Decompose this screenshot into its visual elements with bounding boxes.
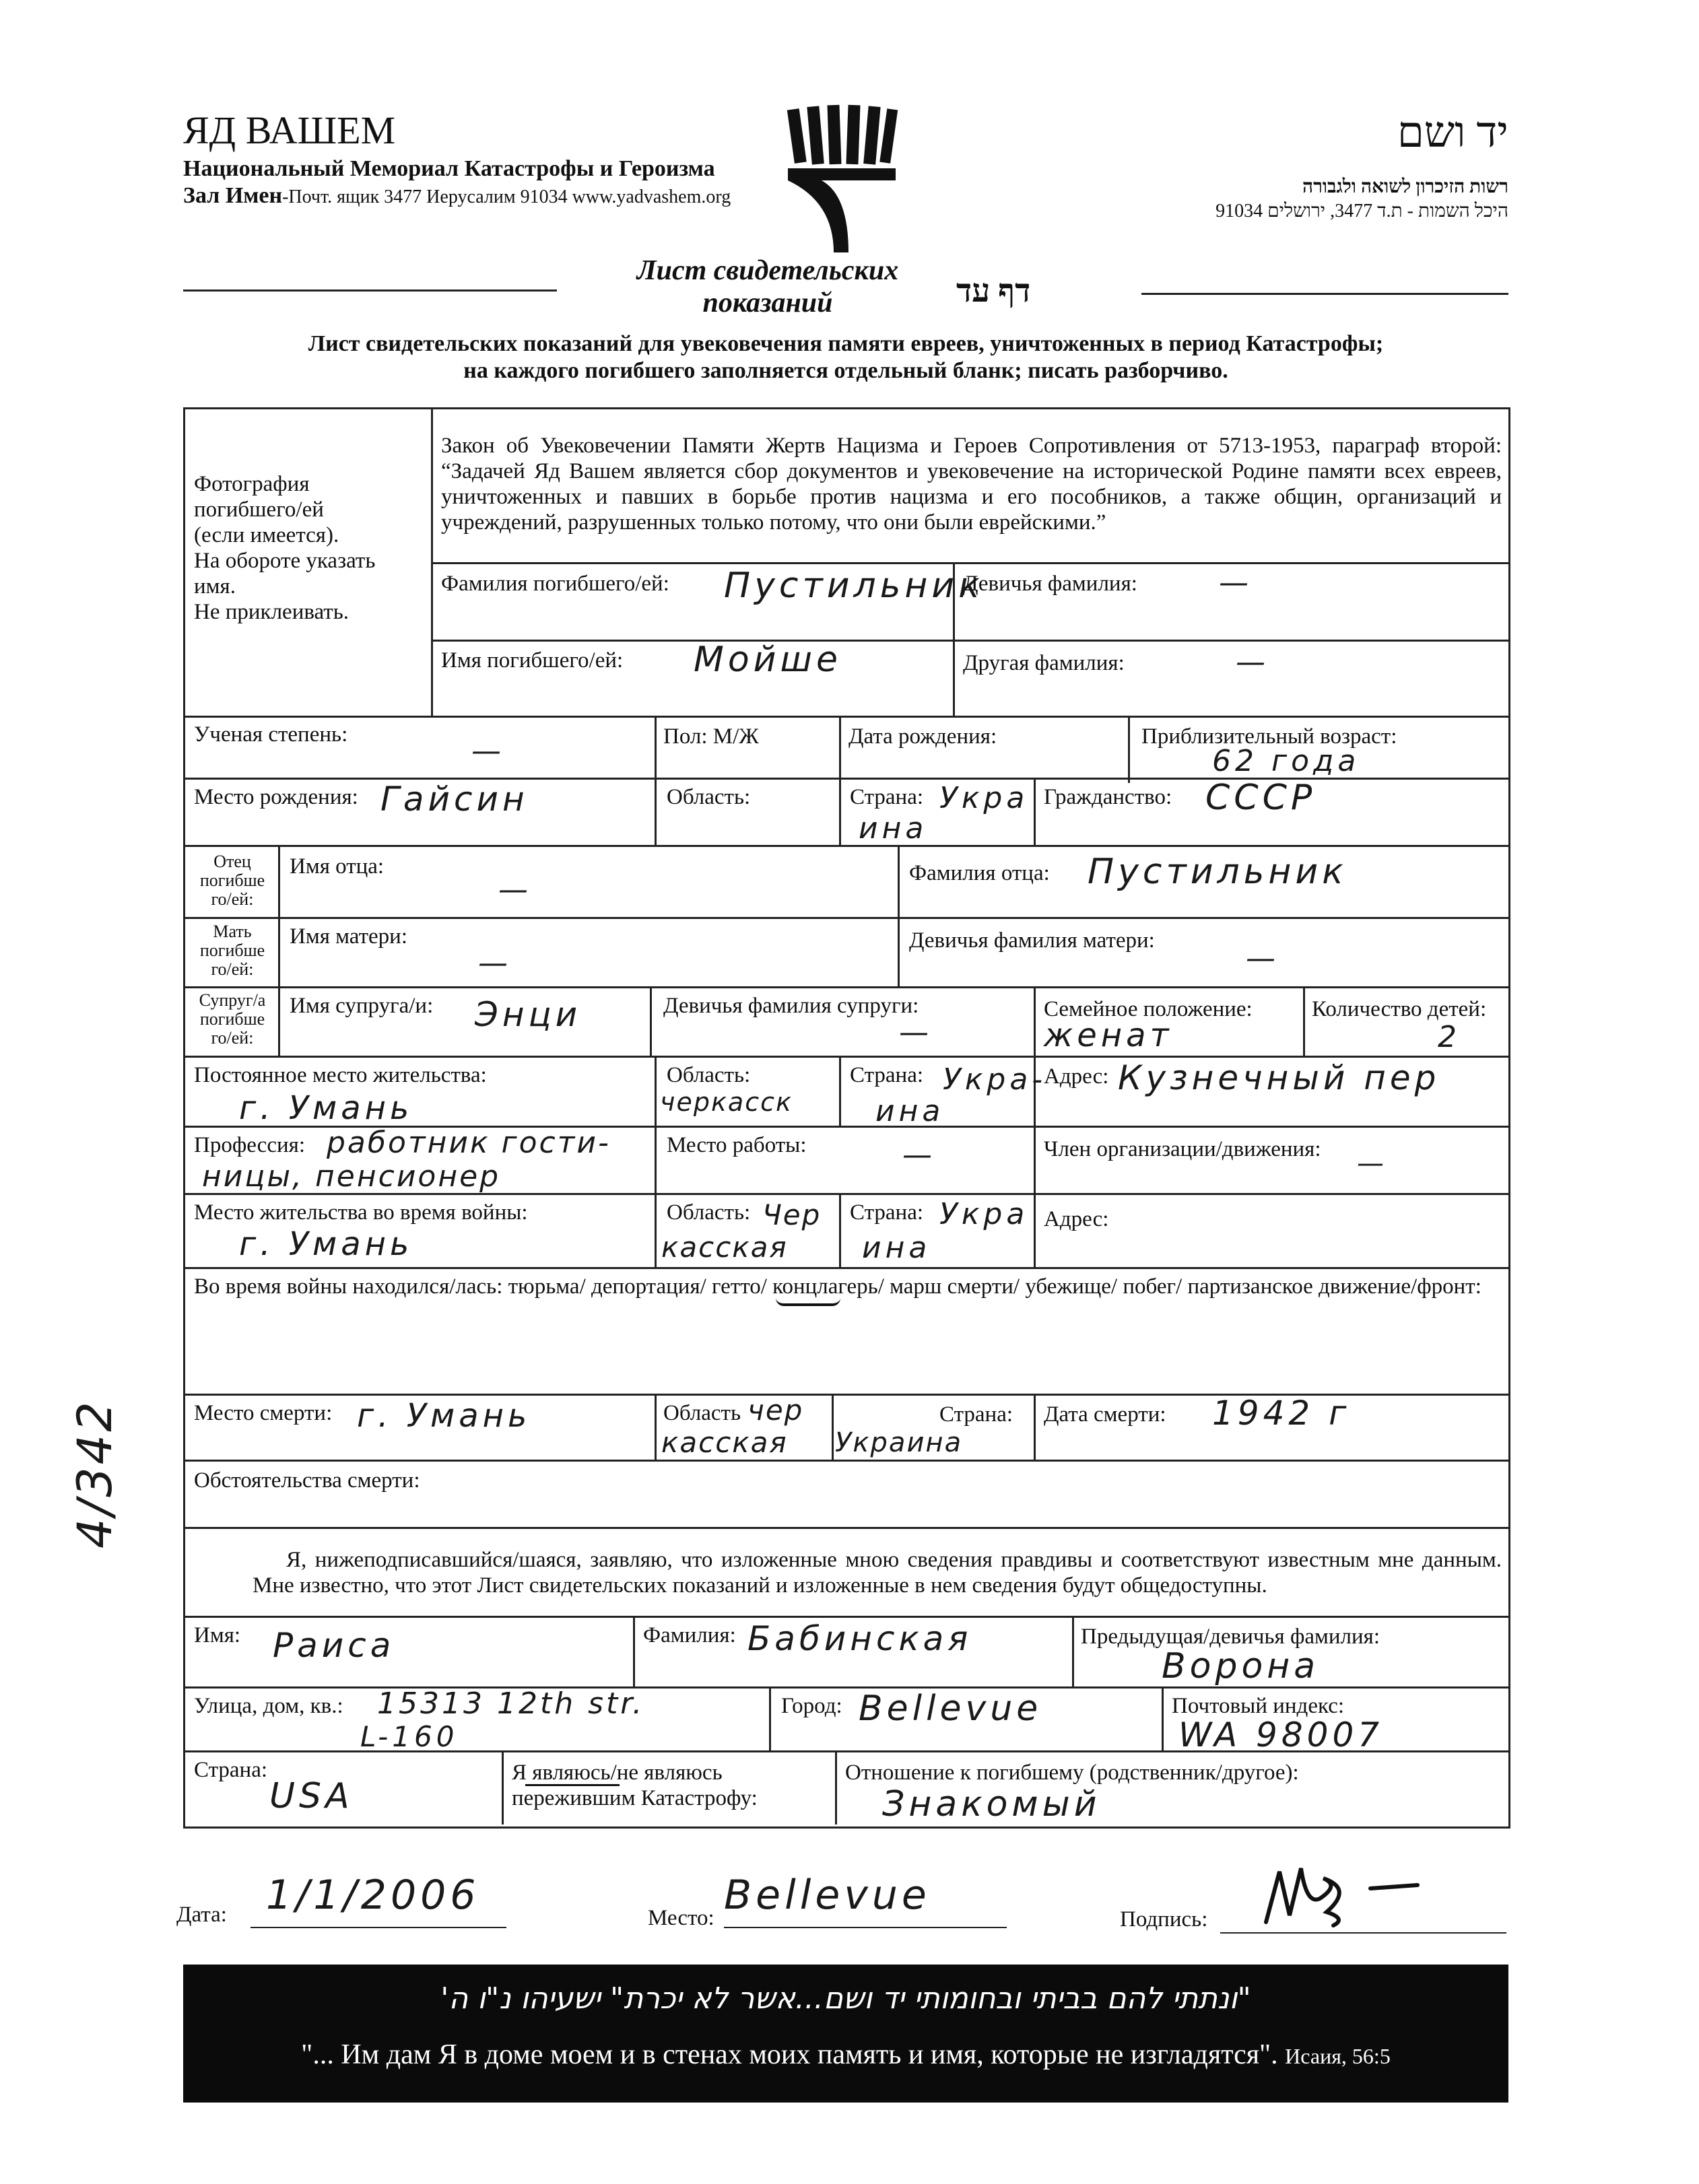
- divider: [183, 845, 1508, 847]
- war-region-value-2[interactable]: касская: [661, 1231, 788, 1264]
- divider: [431, 640, 1508, 642]
- divider: [183, 1616, 1508, 1618]
- divider: [183, 1056, 1508, 1058]
- divider: [1034, 1126, 1036, 1193]
- yad-vashem-logo: [781, 101, 902, 256]
- signature-label: Подпись:: [1120, 1907, 1208, 1932]
- war-country-value-1[interactable]: Укра: [939, 1197, 1029, 1231]
- surname-value[interactable]: Пустильник: [724, 566, 984, 606]
- signature-line: [1220, 1932, 1506, 1934]
- form-title-he: דף עד: [956, 273, 1031, 309]
- sub-name-label: Имя:: [194, 1623, 241, 1647]
- divider: [898, 845, 900, 986]
- birth-country-value-2[interactable]: ина: [859, 811, 928, 846]
- death-country-label: Страна:: [939, 1402, 1013, 1427]
- photo-note-line: имя.: [194, 574, 236, 599]
- divider: [769, 1686, 771, 1750]
- relation-label: Отношение к погибшему (родственник/другое):: [845, 1761, 1299, 1785]
- res-country-value-1[interactable]: Укра-: [943, 1062, 1047, 1097]
- death-country-value[interactable]: Украина: [835, 1427, 963, 1458]
- declaration-text: Я, нижеподписавшийся/шаяся, заявляю, что изложенные мною сведения правдивы и соответствуют известным мне данным. Мне известно, что этот Лист свидетельских показаний и изложенные в нем сведения будут общедоступны.: [253, 1548, 1502, 1598]
- age-value[interactable]: 62 года: [1212, 744, 1360, 778]
- res-region-value[interactable]: черкасск: [660, 1087, 793, 1117]
- mother-name-label: Имя матери:: [290, 924, 407, 949]
- war-address-label: Адрес:: [1044, 1207, 1109, 1231]
- street-label: Улица, дом, кв.:: [194, 1694, 343, 1718]
- member-label: Член организации/движения:: [1044, 1137, 1321, 1161]
- divider: [183, 1527, 1508, 1529]
- footer-quote-ref: Исаия, 56:5: [1285, 2044, 1391, 2068]
- ghetto-mark: [776, 1298, 840, 1306]
- divider: [278, 845, 280, 1057]
- divider: [655, 1126, 657, 1193]
- hall-label: Зал Имен: [183, 183, 283, 208]
- profession-value-2[interactable]: ницы, пенсионер: [202, 1159, 501, 1194]
- form-title-line-1: Лист свидетельских: [636, 255, 899, 286]
- header-rule-left: [183, 289, 557, 292]
- org-subtitle-he: רשות הזיכרון לשואה ולגבורה: [1302, 176, 1508, 197]
- sub-prev-value[interactable]: Ворона: [1162, 1646, 1320, 1686]
- org-name-he: יד ושם: [1397, 108, 1508, 156]
- sex-label: Пол: М/Ж: [663, 724, 759, 749]
- divider: [183, 1460, 1508, 1462]
- mother-maiden-label: Девичья фамилия матери:: [909, 928, 1155, 953]
- surname-label: Фамилия погибшего/ей:: [441, 572, 669, 596]
- death-place-label: Место смерти:: [194, 1401, 333, 1425]
- death-place-value[interactable]: г. Умань: [357, 1397, 531, 1435]
- sub-surname-label: Фамилия:: [643, 1623, 736, 1647]
- divider: [655, 1056, 657, 1126]
- zip-value[interactable]: WA 98007: [1178, 1715, 1384, 1754]
- divider: [183, 986, 1508, 988]
- photo-note: [194, 471, 423, 625]
- death-region-value-1[interactable]: чер: [747, 1394, 804, 1427]
- father-surname-value[interactable]: Пустильник: [1088, 852, 1347, 892]
- degree-label: Ученая степень:: [194, 722, 348, 747]
- survivor-label: Я являюсь/не являюсь пережившим Катастрофу:: [512, 1761, 758, 1810]
- res-region-label: Область:: [667, 1063, 751, 1087]
- divider: [1072, 1616, 1074, 1686]
- war-country-value-2[interactable]: ина: [862, 1231, 931, 1265]
- survivor-underline: [525, 1784, 620, 1786]
- place-label: Место:: [648, 1906, 714, 1930]
- footer-banner: [183, 1965, 1508, 2103]
- father-name-label: Имя отца:: [290, 854, 385, 879]
- divider: [655, 716, 657, 783]
- mother-name-value[interactable]: —: [478, 946, 512, 980]
- birth-place-label: Место рождения:: [194, 785, 358, 809]
- profession-label: Профессия:: [194, 1133, 305, 1157]
- org-name-ru: ЯД ВАШЕМ: [183, 108, 396, 152]
- divider: [655, 1193, 657, 1267]
- residence-value[interactable]: г. Умань: [239, 1089, 413, 1127]
- res-country-value-2[interactable]: ина: [875, 1094, 945, 1128]
- footer-quote-ru-line: [183, 2039, 1508, 2071]
- res-country-label: Страна:: [850, 1063, 924, 1087]
- res-address-label: Адрес:: [1044, 1064, 1109, 1089]
- marital-label: Семейное положение:: [1044, 997, 1253, 1021]
- street-value-2[interactable]: L-160: [360, 1720, 459, 1753]
- birth-country-label: Страна:: [850, 785, 924, 809]
- birth-date-label: Дата рождения:: [848, 724, 997, 749]
- instructions-line-1: Лист свидетельских показаний для увековечения памяти евреев, уничтоженных в период Катастрофы;: [308, 331, 1384, 356]
- footer-quote-ru: "... Им дам Я в доме моем и в стенах моих память и имя, которые не изгладятся".: [301, 2039, 1278, 2070]
- degree-value[interactable]: —: [471, 734, 505, 768]
- spouse-name-label: Имя супруга/и:: [290, 994, 434, 1018]
- member-value[interactable]: —: [1357, 1148, 1388, 1179]
- circumstances-label: Обстоятельства смерти:: [194, 1468, 420, 1493]
- divider: [502, 1750, 504, 1824]
- war-region-label: Область:: [667, 1200, 751, 1225]
- first-name-label: Имя погибшего/ей:: [441, 648, 624, 673]
- margin-number: 4/342: [67, 1399, 123, 1548]
- birth-region-label: Область:: [667, 785, 751, 809]
- divider: [839, 1193, 841, 1267]
- org-subtitle-ru: Национальный Мемориал Катастрофы и Героизма: [183, 156, 715, 181]
- war-status-label: Во время войны находился/лась: тюрьма/ депортация/ гетто/ концлагерь/ марш смерти/ убежище/ побег/ партизанское движение/фронт:: [194, 1274, 1481, 1299]
- residence-label: Постоянное место жительства:: [194, 1063, 487, 1087]
- sub-prev-label: Предыдущая/девичья фамилия:: [1081, 1625, 1380, 1649]
- war-residence-value[interactable]: г. Умань: [239, 1225, 413, 1263]
- divider: [1034, 778, 1036, 845]
- divider: [1303, 986, 1305, 1057]
- city-value[interactable]: Bellevue: [859, 1688, 1042, 1729]
- mother-side-label: Мать погибше го/ей:: [199, 922, 265, 979]
- handwritten-signature[interactable]: [1259, 1858, 1434, 1932]
- postal-address-he: היכל השמות - ת.ד 3477, ירושלים 91034: [1215, 201, 1508, 221]
- divider: [183, 716, 1508, 718]
- age-label: Приблизительный возраст:: [1141, 724, 1397, 749]
- date-value[interactable]: 1/1/2006: [266, 1872, 480, 1919]
- res-address-value[interactable]: Кузнечный пер: [1118, 1058, 1440, 1097]
- father-surname-label: Фамилия отца:: [909, 861, 1050, 885]
- relation-value[interactable]: Знакомый: [882, 1784, 1101, 1824]
- divider: [1128, 716, 1130, 783]
- children-label: Количество детей:: [1312, 997, 1487, 1021]
- death-date-label: Дата смерти:: [1044, 1402, 1166, 1427]
- children-value[interactable]: 2: [1438, 1020, 1461, 1054]
- instructions-line-2: на каждого погибшего заполняется отдельный бланк; писать разборчиво.: [463, 358, 1228, 383]
- divider: [832, 1394, 834, 1461]
- sub-surname-value[interactable]: Бабинская: [747, 1619, 972, 1658]
- death-region-label: Область: [663, 1401, 741, 1425]
- birth-place-value[interactable]: Гайсин: [380, 780, 529, 819]
- postal-address: -Почт. ящик 3477 Иерусалим 91034 www.yadvashem.org: [282, 186, 731, 207]
- spouse-maiden-label: Девичья фамилия супруги:: [663, 994, 919, 1018]
- maiden-label: Девичья фамилия:: [963, 572, 1137, 596]
- divider: [1034, 1193, 1036, 1267]
- footer-quote-he: "ונתתי להם בביתי ובחומותי יד ושם...אשר לא יכרת" ישעיהו נ"ו ה': [440, 1981, 1251, 2016]
- marital-value[interactable]: женат: [1044, 1017, 1173, 1054]
- war-region-value-1[interactable]: Чер: [762, 1198, 822, 1231]
- city-label: Город:: [781, 1694, 842, 1718]
- sub-name-value[interactable]: Раиса: [273, 1626, 395, 1665]
- war-country-label: Страна:: [850, 1200, 924, 1225]
- birth-country-value-1[interactable]: Укра: [939, 781, 1029, 815]
- profession-value-1[interactable]: работник гости-: [327, 1126, 611, 1160]
- death-date-value[interactable]: 1942 г: [1212, 1394, 1351, 1433]
- divider: [655, 778, 657, 845]
- father-side-label: Отец погибше го/ей:: [199, 852, 265, 909]
- zip-label: Почтовый индекс:: [1172, 1694, 1345, 1718]
- place-line: [724, 1927, 1007, 1928]
- photo-note-line: (если имеется).: [194, 523, 339, 547]
- maiden-value[interactable]: —: [1219, 566, 1253, 600]
- divider: [655, 1394, 657, 1461]
- law-text: Закон об Увековечении Памяти Жертв Нацизма и Героев Сопротивления от 5713-1953, параграф второй: “Задачей Яд Вашем является сбор документов и увековечение на исторической Родине памяти всех евреев, уничтоженных и павших в борьбе против нацизма и его пособников, а также общин, организаций и учреждений, разрушенных только потому, что они были еврейскими.”: [441, 434, 1502, 535]
- divider: [1162, 1686, 1164, 1750]
- divider: [183, 1267, 1508, 1269]
- divider: [835, 1750, 837, 1824]
- spouse-maiden-value[interactable]: —: [899, 1015, 933, 1050]
- divider: [1034, 1394, 1036, 1461]
- divider: [1034, 986, 1036, 1057]
- spouse-side-label: Супруг/а погибше го/ей:: [199, 990, 266, 1048]
- street-value-1[interactable]: 15313 12th str.: [377, 1686, 645, 1721]
- divider: [183, 917, 1508, 919]
- date-label: Дата:: [176, 1903, 227, 1927]
- other-surname-label: Другая фамилия:: [963, 651, 1125, 675]
- header-rule-right: [1141, 293, 1508, 295]
- photo-note-line: Не приклеивать.: [194, 600, 349, 624]
- photo-note-line: погибшего/ей: [194, 498, 324, 522]
- place-value[interactable]: Bellevue: [724, 1872, 931, 1919]
- divider: [633, 1616, 635, 1686]
- divider: [839, 1056, 841, 1126]
- photo-note-line: На обороте указать: [194, 549, 376, 573]
- divider: [839, 716, 841, 783]
- mother-maiden-value[interactable]: —: [1246, 941, 1279, 976]
- citizenship-label: Гражданство:: [1044, 785, 1172, 809]
- workplace-label: Место работы:: [667, 1133, 807, 1157]
- citizenship-value[interactable]: СССР: [1205, 778, 1317, 818]
- sub-country-value[interactable]: USA: [269, 1776, 354, 1816]
- divider: [839, 778, 841, 845]
- hall-of-names: [183, 183, 731, 209]
- divider: [431, 562, 1508, 564]
- photo-note-line: Фотография: [194, 472, 310, 496]
- death-region-value-2[interactable]: касская: [661, 1426, 788, 1459]
- date-line: [251, 1927, 506, 1928]
- other-surname-value[interactable]: —: [1236, 645, 1269, 679]
- spouse-name-value[interactable]: Энци: [475, 995, 582, 1034]
- father-name-value[interactable]: —: [498, 873, 532, 907]
- sub-country-label: Страна:: [194, 1758, 268, 1782]
- first-name-value[interactable]: Мойше: [694, 640, 842, 680]
- divider: [650, 986, 652, 1057]
- form-title-line-2: показаний: [702, 287, 833, 318]
- workplace-value[interactable]: —: [902, 1138, 936, 1172]
- war-residence-label: Место жительства во время войны:: [194, 1200, 528, 1225]
